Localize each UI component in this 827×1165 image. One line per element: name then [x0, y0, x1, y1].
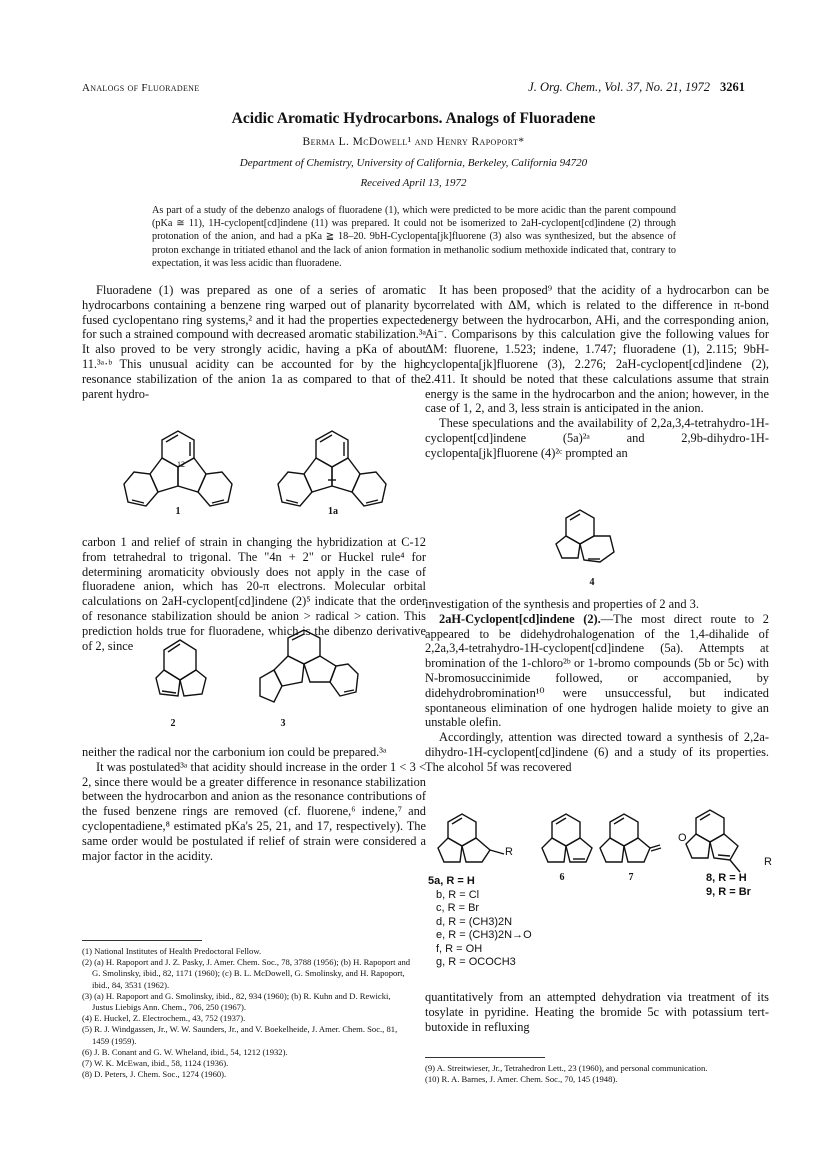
- journal-name: J. Org. Chem., Vol. 37, No. 21, 1972: [528, 80, 710, 94]
- footnote: (10) R. A. Barnes, J. Amer. Chem. Soc., 70, 145 (1948).: [425, 1074, 618, 1085]
- received-date: Received April 13, 1972: [360, 177, 467, 189]
- col1-p3: neither the radical nor the carbonium ion could be prepared.³ᵃ: [82, 745, 387, 759]
- col2-p4: [425, 612, 769, 730]
- footnotes-right: [425, 1063, 769, 1085]
- col1-para1: [82, 283, 426, 401]
- label-5e: e, R = (CH3)2N→O: [436, 929, 532, 941]
- footnotes-left: [82, 946, 412, 1080]
- label-6: 6: [559, 872, 565, 883]
- fluoradene-structures: [110, 418, 410, 528]
- structure-3: [260, 630, 358, 702]
- col1-para3: [82, 745, 426, 863]
- structure-8-9: [686, 810, 740, 872]
- footnote: (5) R. J. Windgassen, Jr., W. W. Saunders, Jr., and V. Boekelheide, J. Amer. Chem. Soc., 81, 1459 (1959).: [82, 1024, 398, 1046]
- article-authors: Berma L. McDowell¹ and Henry Rapoport*: [302, 136, 525, 148]
- footnote: (4) E. Huckel, Z. Electrochem., 43, 752 (1937).: [82, 1013, 246, 1024]
- footnote-rule-left: [82, 940, 202, 941]
- label-5c: c, R = Br: [436, 902, 480, 914]
- abstract: As part of a study of the debenzo analogs of fluoradene (1), which were predicted to be more acidic than the parent compound (pKa ≅ 11), 1H-cyclopent[cd]indene (11) was prepared. It could not be isomerized to 2aH-cyclopent[cd]indene (2) through protonation of the anion, and had a pKa ≧ 18–20. 9bH-Cyclopenta[jk]fluorene (3) also was synthesized, but the absence of proton exchange in tritiated ethanol and the lack of anion formation in methanolic sodium methoxide indicated that, contrary to expectation, it was less acidic than fluoradene.: [152, 205, 676, 269]
- col2-para3: [425, 597, 769, 775]
- label-1a: 1a: [328, 506, 338, 517]
- structure-5: [438, 814, 504, 862]
- col2-p5: Accordingly, attention was directed toward a synthesis of 2,2a-dihydro-1H-cyclopent[cd]indene (6) and a study of its properties. The alcohol 5f was recovered: [425, 730, 769, 774]
- col2-para6: [425, 990, 769, 1034]
- col2-p2: These speculations and the availability of 2,2a,3,4-tetrahydro-1H-cyclopent[cd]indene (5a)²ᵃ and 2,9b-dihydro-1H-cyclopenta[jk]fluorene (4)²ᶜ prompted an: [425, 416, 769, 460]
- col1-p1: Fluoradene (1) was prepared as one of a series of aromatic hydrocarbons containing a benzene ring warped out of planarity by fused cyclopentano ring systems,² and it had the properties expected for such a strained compound with decreased aromatic stabilization.³ᵃ It also proved to be very strongly acidic, having a pKa of about 11.³ᵃ·ᵇ This unusual acidity can be accounted for by the high resonance stabilization of the anion 1a as compared to that of the parent hydro-: [82, 283, 426, 401]
- footnote: (9) A. Streitwieser, Jr., Tetrahedron Lett., 23 (1960), and personal communication.: [425, 1063, 708, 1073]
- label-5f: f, R = OH: [436, 942, 483, 955]
- col2-para1: [425, 283, 769, 461]
- col1-p4: It was postulated³ᵃ that acidity should increase in the order 1 < 3 < 2, since there would be a greater difference in resonance stabilization between the hydrocarbon and anion as the resonance contributions of the fused benzene rings are removed (cf. fluorene,⁶ indene,⁷ and cyclopentadiene,⁸ estimated pKa's 25, 21, and 17, respectively). The same order would be postulated if relief of strain were considered a major factor in the acidity.: [82, 759, 426, 863]
- label-9: 9, R = Br: [706, 885, 751, 898]
- footnote: (1) National Institutes of Health Predoctoral Fellow.: [82, 946, 262, 956]
- c12-label: 12: [177, 460, 185, 469]
- structure-6: [542, 814, 592, 862]
- label-2: 2: [170, 718, 176, 729]
- article-title: Acidic Aromatic Hydrocarbons. Analogs of Fluoradene: [231, 110, 596, 127]
- structure-2: [156, 640, 206, 696]
- structure-1a: [278, 431, 386, 506]
- label-4: 4: [589, 577, 595, 588]
- label-8: 8, R = H: [706, 872, 747, 884]
- series-5-labels: [428, 875, 532, 970]
- r-label-5: R: [505, 846, 513, 858]
- footnote: (3) (a) H. Rapoport and G. Smolinsky, ibid., 82, 934 (1960); (b) R. Kuhn and D. Rewicki, Justus Liebigs Ann. Chem., 706, 250 (1967).: [82, 990, 391, 1013]
- section-heading: 2aH-Cyclopent[cd]indene (2).: [439, 611, 601, 626]
- journal-citation: [528, 80, 745, 95]
- structures-2-3: [150, 630, 370, 715]
- col2-p6: quantitatively from an attempted dehydration via treatment of its tosylate in pyridine. Heating the bromide 5c with potassium tert-butoxide in refluxing: [425, 990, 769, 1034]
- label-5d: d, R = (CH3)2N: [436, 915, 513, 928]
- r-label-8: R: [764, 856, 772, 868]
- label-5g: g, R = OCOCH3: [436, 956, 516, 968]
- label-7: 7: [628, 872, 634, 883]
- label-5a: 5a, R = H: [428, 875, 475, 887]
- footnote: (6) J. B. Conant and G. W. Wheland, ibid., 54, 1212 (1932).: [82, 1046, 288, 1057]
- o-label-7: O: [678, 832, 687, 844]
- col2-p1: It has been proposed⁹ that the acidity of a hydrocarbon can be correlated with ΔM, which is related to the difference in π-bond energy between the hydrocarbon, AHi, and the corresponding anion, Ai⁻. Comparisons by this calculation give the following values for ΔM: fluorene, 1.523; indene, 1.747; fluoradene (1), 2.115; 9bH-cyclopenta[jk]fluorene (3), 2.276; 2aH-cyclopent[cd]indene (2), 2.411. It should be noted that these calculations assume that strain energy is the same in the hydrocarbon and the anion; however, in the case of 1, 2, and 3, less strain is anticipated in the anion.: [425, 283, 769, 416]
- label-3: 3: [280, 718, 286, 729]
- structure-4: [548, 508, 628, 573]
- running-title: Analogs of Fluoradene: [82, 82, 200, 94]
- footnote: (2) (a) H. Rapoport and J. Z. Pasky, J. Amer. Chem. Soc., 78, 3788 (1956); (b) H. Rapoport and G. Smolinsky, ibid., 82, 1171 (1960); (c) B. L. McDowell, G. Smolinsky, and H. Rapoport, ibid., 84, 3531 (1962).: [82, 957, 411, 990]
- footnote-rule-right: [425, 1057, 545, 1058]
- label-5b: b, R = Cl: [436, 888, 480, 901]
- department: Department of Chemistry, University of California, Berkeley, California 94720: [239, 157, 588, 169]
- structure-7: [600, 814, 661, 862]
- col2-p4-text: —The most direct route to 2 appeared to be didehydrohalogenation of the 1,4-dihalide of 2,2a,3,4-tetrahydro-1H-cyclopent[cd]indene (5a). Attempts at bromination of the 1-chloro²ᵇ or 1-bromo compounds (5b or 5c) with N-bromosuccinimide followed, or accompanied, by didehydrobromination¹⁰ were unsuccessful, but indicated spontaneous elimination of one hydrogen halide moiety to give an unstable olefin.: [425, 611, 769, 730]
- footnote: (8) D. Peters, J. Chem. Soc., 1274 (1960).: [82, 1069, 227, 1080]
- labels-8-9: [706, 872, 751, 899]
- col1-p2: carbon 1 and relief of strain in changing the hybridization at C-12 from tetrahedral to trigonal. The "4n + 2" or Huckel rule⁴ for determining aromaticity obviously does not apply in the case of fluoradene anion, which has 20-π electrons. Molecular orbital calculations on 2aH-cyclopent[cd]indene (2)⁵ indicate that the order of resonance stabilization should be anion > radical > cation. This prediction holds true for fluoradene, which is the dibenzo derivative of 2, since: [82, 535, 426, 653]
- label-1: 1: [175, 506, 181, 517]
- footnote: (7) W. K. McEwan, ibid., 58, 1124 (1936).: [82, 1058, 229, 1069]
- col2-p3: investigation of the synthesis and properties of 2 and 3.: [425, 597, 699, 611]
- page-number: 3261: [720, 80, 745, 94]
